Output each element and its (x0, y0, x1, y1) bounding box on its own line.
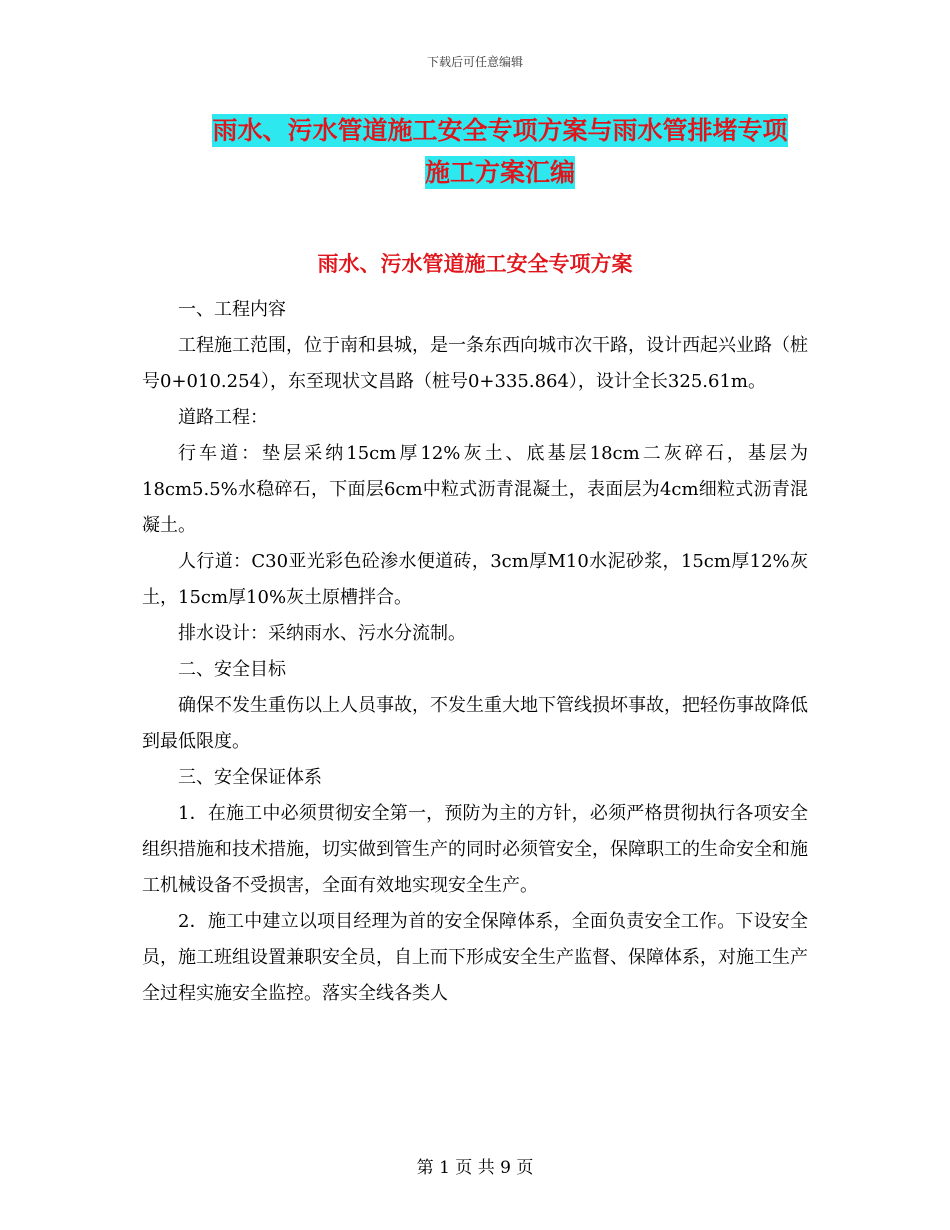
paragraph-safety-goal: 确保不发生重伤以上人员事故，不发生重大地下管线损坏事故，把轻伤事故降低到最低限度。 (142, 695, 808, 752)
paragraph-safety-item-1: 1．在施工中必须贯彻安全第一，预防为主的方针，必须严格贯彻执行各项安全组织措施和技术措施，切实做到管生产的同时必须管安全，保障职工的生命安全和施工机械设备不受损害，全面有效地实现安全生产。 (142, 803, 808, 896)
paragraph-scope: 工程施工范围，位于南和县城，是一条东西向城市次干路，设计西起兴业路（桩号0+010.254），东至现状文昌路（桩号0+335.864），设计全长325.61m。 (142, 335, 808, 392)
heading-safety-goal: 二、安全目标 (178, 659, 286, 680)
document-title-line-2: 施工方案汇编 (424, 158, 575, 187)
page-footer: 第 1 页 共 9 页 (416, 1158, 534, 1178)
paragraph-drainage: 排水设计：采纳雨水、污水分流制。 (178, 623, 466, 644)
document-title (195, 110, 805, 194)
document-title-line-1: 雨水、污水管道施工安全专项方案与雨水管排堵专项 (212, 116, 788, 145)
section-title: 雨水、污水管道施工安全专项方案 (317, 252, 633, 276)
paragraph-carriageway: 行车道：垫层采纳15cm厚12%灰土、底基层18cm二灰碎石，基层为18cm5.5%水稳碎石，下面层6cm中粒式沥青混凝土，表面层为4cm细粒式沥青混凝土。 (142, 443, 808, 536)
paragraph-sidewalk: 人行道：C30亚光彩色砼渗水便道砖，3cm厚M10水泥砂浆，15cm厚12%灰土，15cm厚10%灰土原槽拌合。 (142, 551, 808, 608)
paragraph-road-works: 道路工程： (178, 407, 268, 428)
header-note: 下载后可任意编辑 (426, 55, 523, 69)
heading-project-content: 一、工程内容 (178, 299, 286, 320)
paragraph-safety-item-2: 2．施工中建立以项目经理为首的安全保障体系，全面负责安全工作。下设安全员，施工班组设置兼职安全员，自上而下形成安全生产监督、保障体系，对施工生产全过程实施安全监控。落实全线各类人 (142, 911, 808, 1004)
heading-safety-system: 三、安全保证体系 (178, 767, 322, 788)
document-body (142, 292, 808, 1012)
